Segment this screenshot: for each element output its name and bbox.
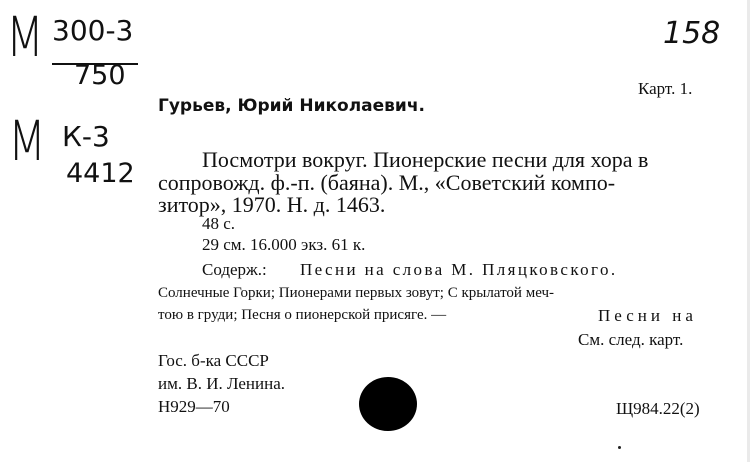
contents-line-2: Солнечные Горки; Пионерами первых зовут; С крылатой меч- bbox=[158, 285, 555, 301]
contents-label: Содерж.: bbox=[202, 260, 267, 279]
title-line-3: зитор», 1970. Н. д. 1463. bbox=[158, 192, 386, 217]
pages: 48 с. bbox=[202, 214, 236, 233]
contents-line-3-start: тою в груди; Песня о пионерской присяге. — bbox=[158, 307, 447, 323]
shelf-code: Щ984.22(2) bbox=[616, 399, 700, 418]
library-line-2: им. В. И. Ленина. bbox=[158, 374, 286, 393]
handwritten-code-bottom: К-3 bbox=[62, 120, 110, 153]
handwritten-code-top: 300-3 bbox=[52, 14, 134, 47]
handwritten-page-number: 158 bbox=[663, 16, 721, 51]
handwritten-m-bottom: М bbox=[8, 110, 46, 174]
contents-line-1: Песни на слова М. Пляцковского. bbox=[300, 260, 618, 279]
format-line: 29 см. 16.000 экз. 61 к. bbox=[202, 235, 366, 254]
title-line-2: сопровожд. ф.-п. (баяна). М., «Советский компо- bbox=[158, 170, 616, 195]
punch-hole bbox=[359, 377, 417, 431]
library-code: Н929—70 bbox=[158, 397, 230, 416]
handwritten-code-bottom-sub: 4412 bbox=[66, 158, 135, 189]
handwritten-m-top: М bbox=[6, 6, 44, 70]
continued-note: См. след. карт. bbox=[578, 330, 684, 349]
handwritten-code-top-sub: 750 bbox=[74, 60, 126, 91]
ink-dot bbox=[618, 446, 621, 449]
library-line-1: Гос. б-ка СССР bbox=[158, 351, 269, 370]
title-line-1: Посмотри вокруг. Пионерские песни для хора в bbox=[202, 147, 649, 172]
author: Гурьев, Юрий Николаевич. bbox=[158, 96, 425, 116]
card-label: Карт. 1. bbox=[638, 79, 693, 98]
contents-line-3-end: Песни на bbox=[598, 306, 697, 325]
